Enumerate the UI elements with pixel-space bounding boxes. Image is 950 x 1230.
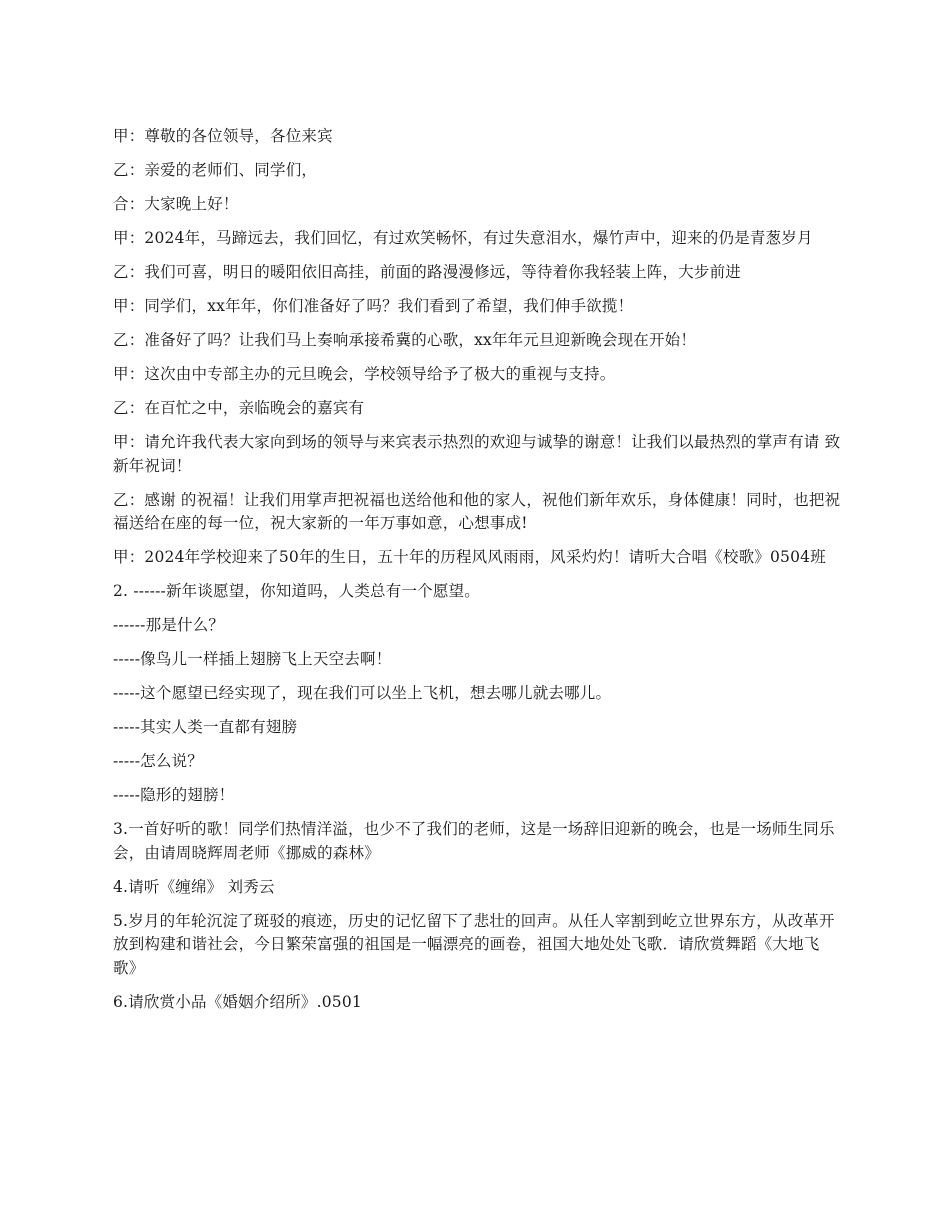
dialogue-line: ------那是什么？ xyxy=(113,616,225,634)
paragraph-hopeful: 乙：我们可喜，明日的暖阳依旧高挂，前面的路漫漫修远，等待着你我轻装上阵，大步前进 xyxy=(113,263,742,281)
paragraph-greeting-yi: 乙：亲爱的老师们、同学们， xyxy=(113,161,318,179)
dialogue-line: -----这个愿望已经实现了，现在我们可以坐上飞机，想去哪儿就去哪儿。 xyxy=(113,684,612,702)
list-item-5: 5.岁月的年轮沉淀了斑驳的痕迹，历史的记忆留下了悲壮的回声。从任人宰割到屹立世界东方，从改革开放到构建和谐社会，今日繁荣富强的祖国是一幅漂亮的画卷，祖国大地处处飞歌．请欣赏舞蹈《大地飞歌》 xyxy=(113,911,835,977)
dialogue-line: -----其实人类一直都有翅膀 xyxy=(113,718,298,736)
list-item-3: 3.一首好听的歌！同学们热情洋溢，也少不了我们的老师，这是一场辞旧迎新的晚会，也是一场师生同乐会，由请周晓辉周老师《挪威的森林》 xyxy=(113,820,835,862)
list-item-4: 4.请听《缠绵》 刘秀云 xyxy=(113,877,275,896)
dialogue-line: -----像鸟儿一样插上翅膀飞上天空去啊！ xyxy=(113,650,392,668)
paragraph-ready: 甲：同学们，xx年年，你们准备好了吗？我们看到了希望，我们伸手欲揽！ xyxy=(113,297,634,315)
paragraph-greeting-jia: 甲：尊敬的各位领导，各位来宾 xyxy=(113,127,333,145)
paragraph-greeting-together: 合：大家晚上好！ xyxy=(113,195,239,213)
paragraph-2024-recall: 甲：2024年，马蹄远去，我们回忆，有过欢笑畅怀，有过失意泪水，爆竹声中，迎来的仍是青葱岁月 xyxy=(113,229,813,247)
paragraph-thanks: 乙：感谢 的祝福！让我们用掌声把祝福也送给他和他的家人，祝他们新年欢乐，身体健康！同时，也把祝福送给在座的每一位，祝大家新的一年万事如意，心想事成! xyxy=(113,490,841,532)
paragraph-welcome: 甲：请允许我代表大家向到场的领导与来宾表示热烈的欢迎与诚挚的谢意！让我们以最热烈的掌声有请 致新年祝词！ xyxy=(113,433,841,475)
paragraph-guests: 乙：在百忙之中，亲临晚会的嘉宾有 xyxy=(113,399,365,417)
paragraph-school-song: 甲：2024年学校迎来了50年的生日，五十年的历程风风雨雨，风采灼灼！请听大合唱《校歌》0504班 xyxy=(113,548,826,566)
dialogue-line: -----怎么说？ xyxy=(113,752,203,770)
list-item-2: 2. ------新年谈愿望，你知道吗，人类总有一个愿望。 xyxy=(113,582,480,600)
paragraph-start: 乙：准备好了吗？让我们马上奏响承接希冀的心歌，xx年年元旦迎新晚会现在开始！ xyxy=(113,331,697,349)
paragraph-organizer: 甲：这次由中专部主办的元旦晚会，学校领导给予了极大的重视与支持。 xyxy=(113,365,616,383)
list-item-6: 6.请欣赏小品《婚姻介绍所》.0501 xyxy=(113,992,362,1011)
dialogue-line: -----隐形的翅膀！ xyxy=(113,786,235,804)
